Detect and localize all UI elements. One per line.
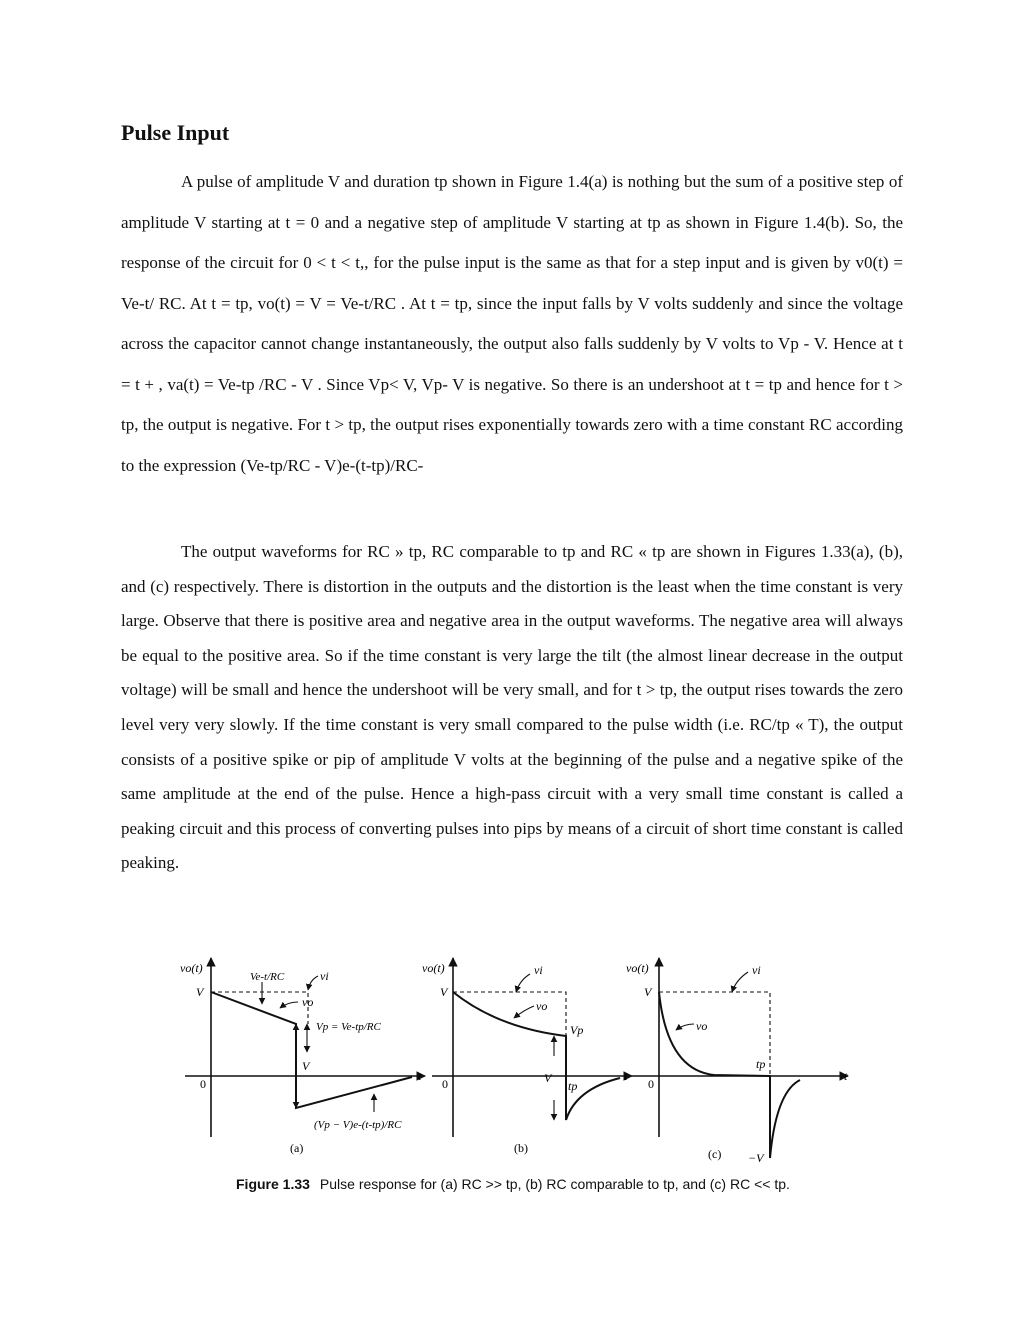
c-input-pulse xyxy=(659,992,770,1076)
a-zero-label: 0 xyxy=(200,1077,206,1091)
paragraph-output-waveforms: The output waveforms for RC » tp, RC comparable to tp and RC « tp are shown in Figures 1.33(a), (b), and (c) respectively. There is distortion in the outputs and the distortion is the least when the time constant is very large. Observe that there is positive area and negative area in the output waveforms. The negative area will always be equal to the positive area. So if the time constant is very large the tilt (the almost linear decrease in the output voltage) will be small and hence the undershoot will be very small, and for t > tp, the output rises towards the zero level very very slowly. If the time constant is very small compared to the pulse width (i.e. RC/tp « T), the output consists of a positive spike or pip of amplitude V volts at the beginning of the pulse and a negative spike of the same amplitude at the end of the pulse. Hence a high-pass circuit with a very small time constant is called a peaking circuit and this process of converting pulses into pips by means of a circuit of short time constant is called peaking. xyxy=(121,542,903,873)
c-zero-label: 0 xyxy=(648,1077,654,1091)
b-input-pulse xyxy=(453,992,566,1036)
a-vp-equation: Vp = Ve-tp/RC xyxy=(316,1021,381,1033)
c-vi-label: vi xyxy=(752,963,761,977)
figure-caption xyxy=(236,1176,790,1192)
c-v-label: V xyxy=(644,985,652,999)
b-v-label: V xyxy=(440,985,448,999)
c-t-label: t xyxy=(844,1069,848,1083)
b-vo-label: vo xyxy=(536,999,548,1013)
b-panel-label: (b) xyxy=(514,1141,528,1155)
b-vp-label: Vp xyxy=(570,1023,584,1037)
a-vo-label: vo xyxy=(302,995,314,1009)
b-tp-label: tp xyxy=(568,1079,578,1093)
c-vo-axis-label: vo(t) xyxy=(626,961,649,975)
c-tp-label: tp xyxy=(756,1057,766,1071)
c-output-waveform xyxy=(659,992,800,1158)
b-t-label: t xyxy=(624,1069,628,1083)
b-vo-axis-label: vo(t) xyxy=(422,961,445,975)
paragraph-pulse-input: A pulse of amplitude V and duration tp shown in Figure 1.4(a) is nothing but the sum of a positive step of amplitude V starting at t = 0 and a negative step of amplitude V starting at tp as shown in Figure 1.4(b). So, the response of the circuit for 0 < t < t,, for the pulse input is the same as that for a step input and is given by v0(t) = Ve-t/ RC. At t = tp, vo(t) = V = Ve-t/RC . At t = tp, since the input falls by V volts suddenly and since the voltage across the capacitor cannot change instantaneously, the output also falls suddenly by V volts to Vp - V. Hence at t = t + , va(t) = Ve-tp /RC - V . Since Vp< V, Vp- V is negative. So there is an undershoot at t = tp and hence for t > tp, the output is negative. For t > tp, the output rises exponentially towards zero with a time constant RC according to the expression (Ve-tp/RC - V)e-(t-tp)/RC- xyxy=(121,172,903,475)
c-neg-v-label: −V xyxy=(748,1151,764,1165)
figure-pulse-response xyxy=(180,952,860,1166)
a-output-waveform xyxy=(211,992,412,1108)
a-v-label: V xyxy=(196,985,204,999)
a-panel-label: (a) xyxy=(290,1141,304,1155)
a-decay-label: Ve-t/RC xyxy=(250,971,285,983)
figure-caption-text: Pulse response for (a) RC >> tp, (b) RC comparable to tp, and (c) RC << tp. xyxy=(319,1176,790,1192)
figure-svg xyxy=(180,952,860,1166)
section-title: Pulse Input xyxy=(121,120,230,145)
figure-caption-label: Figure 1.33 xyxy=(236,1176,310,1192)
a-v-mid-label: V xyxy=(302,1059,310,1073)
b-vi-label: vi xyxy=(534,963,543,977)
a-vi-label: vi xyxy=(320,969,329,983)
b-v-mid-label: V xyxy=(544,1071,552,1085)
a-recover-label: (Vp − V)e-(t-tp)/RC xyxy=(314,1119,402,1131)
a-vo-axis-label: vo(t) xyxy=(180,961,203,975)
b-zero-label: 0 xyxy=(442,1077,448,1091)
a-t-label: t xyxy=(418,1069,422,1083)
c-vo-label: vo xyxy=(696,1019,708,1033)
c-panel-label: (c) xyxy=(708,1147,722,1161)
